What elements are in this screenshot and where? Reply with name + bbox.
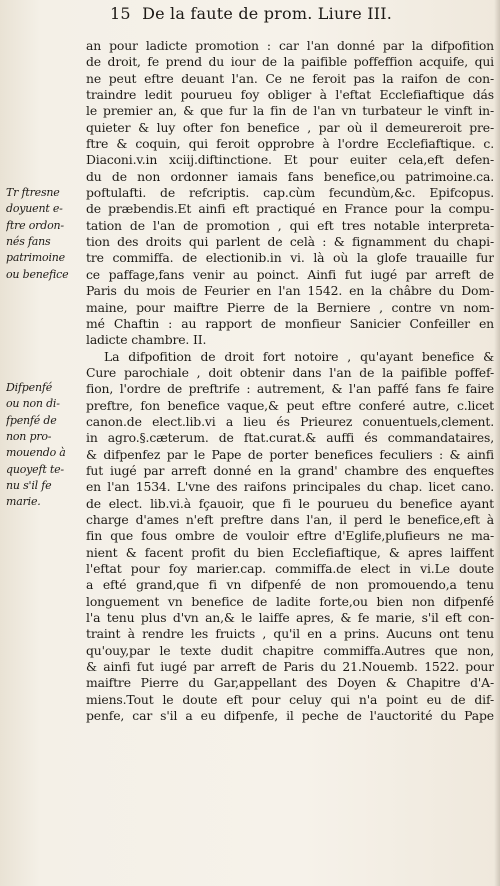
- text-line: Cure parochiale , doit obtenir dans l'an de la paifible poffef-: [86, 364, 494, 380]
- margin-note-line: marie.: [6, 495, 41, 509]
- running-title: De la faute de prom. Liure III.: [142, 4, 393, 23]
- text-line: canon.de elect.lib.vi a lieu és Prieurez conuentuels,clement.: [86, 413, 494, 429]
- margin-note-line: quoyeft te-: [6, 462, 64, 476]
- text-line: poftulafti. de refcriptis. cap.cùm fecundùm,&c. Epifcopus.: [86, 185, 494, 201]
- text-line: nient & facent profit du bien Ecclefiaftique, & apres laiffent: [86, 544, 494, 560]
- margin-note-line: Tr ftresne: [6, 186, 60, 199]
- margin-note-line: non pro-: [6, 430, 52, 444]
- text-line: qu'ouy,par le texte dudit chapitre commiffa.Autres que non,: [86, 642, 494, 658]
- text-line: fion, l'ordre de preftrife : autrement, & l'an paffé fans fe faire: [86, 381, 494, 397]
- text-line: ftre & coquin, qui feroit opprobre à l'ordre Ecclefiaftique. c.: [86, 136, 494, 152]
- margin-note-line: ftre ordon-: [6, 218, 64, 232]
- text-line: & ainfi fut iugé par arreft de Paris du 21.Nouemb. 1522. pour: [86, 659, 494, 675]
- text-line: quieter & luy ofter fon benefice , par où il demeureroit pre-: [86, 119, 494, 135]
- text-line: tion des droits qui parlent de celà : & fignamment du chapi-: [86, 234, 494, 250]
- text-line: traint à rendre les fruicts , qu'il en a prins. Aucuns ont tenu: [86, 626, 494, 642]
- text-line: de præbendis.Et ainfi eft practiqué en France pour la compu-: [86, 201, 494, 217]
- text-line: ladicte chambre. II.: [86, 332, 207, 348]
- text-line: penfe, car s'il a eu difpenfe, il peche de l'auctorité du Pape: [86, 708, 494, 724]
- text-line: in agro.§.cæterum. de ftat.curat.& auffi és commandataires,: [86, 430, 494, 446]
- running-head: [110, 4, 490, 26]
- main-text-block: [86, 38, 494, 724]
- text-line: du de non ordonner iamais fans benefice,ou patrimoine.ca.: [86, 168, 494, 184]
- text-line: ne peut eftre deuant l'an. Ce ne feroit pas la raifon de con-: [86, 70, 494, 86]
- margin-note-line: nu s'il fe: [6, 479, 52, 493]
- margin-note-line: mouendo à: [6, 446, 66, 460]
- text-line: a efté grand,que fi vn difpenfé de non promouendo,a tenu: [86, 577, 494, 593]
- text-line: tre commiffa. de electionib.in vi. là où la glofe trauaille fur: [86, 250, 494, 266]
- text-line: maine, pour maiftre Pierre de la Berniere , contre vn nom-: [86, 299, 494, 315]
- text-line: Paris du mois de Feurier en l'an 1542. en la châbre du Dom-: [86, 283, 494, 299]
- margin-note-line: nés fans: [6, 235, 51, 249]
- margin-note-line: fpenfé de: [6, 413, 57, 427]
- text-line: fin que fous ombre de vouloir eftre d'Eglife,plufieurs ne ma-: [86, 528, 494, 544]
- margin-note-line: doyuent e-: [6, 202, 63, 216]
- text-line: ce paffage,fans venir au poinct. Ainfi fut iugé par arreft de: [86, 266, 494, 282]
- text-line: de elect. lib.vi.à fçauoir, que fi le pourueu du benefice ayant: [86, 495, 494, 511]
- margin-note-line: Difpenfé: [6, 381, 53, 394]
- text-line: an pour ladicte promotion : car l'an donné par la difpofition: [86, 38, 494, 53]
- text-line: longuement vn benefice de ladite forte,ou bien non difpenfé: [86, 593, 494, 609]
- text-line: maiftre Pierre du Gar,appellant des Doyen & Chapitre d'A-: [86, 675, 494, 691]
- text-line: l'eftat pour foy marier.cap. commiffa.de elect in vi.Le doute: [86, 561, 494, 576]
- text-line: charge d'ames n'eft preftre dans l'an, il perd le benefice,eft à: [86, 511, 494, 527]
- margin-note-line: ou non di-: [6, 397, 60, 411]
- margin-note-2: [6, 380, 86, 511]
- text-line: l'a tenu plus d'vn an,& le laiffe apres, & fe marie, s'il eft con-: [86, 610, 494, 626]
- text-line: fut iugé par arreft donné en la grand' chambre des enqueftes: [86, 462, 494, 478]
- text-line: preftre, fon benefice vaque,& peut eftre conferé autre, c.licet: [86, 397, 494, 413]
- margin-note-line: ou benefice: [6, 267, 69, 281]
- page-number: 15: [110, 4, 131, 23]
- text-line: en l'an 1534. L'vne des raifons principales du chap. licet cano.: [86, 479, 494, 495]
- text-line: mé Chaftin : au rapport de monfieur Sanicier Confeiller en: [86, 315, 494, 331]
- margin-note-line: patrimoine: [6, 251, 65, 265]
- text-line: & difpenfez par le Pape de porter benefices feculiers : & ainfi: [86, 446, 494, 462]
- text-line: Diaconi.v.in xciij.diftinctione. Et pour euiter cela,eft defen-: [86, 152, 494, 168]
- margin-note-1: [6, 185, 86, 283]
- text-line: La difpofition de droit fort notoire , qu'ayant benefice &: [104, 348, 494, 364]
- text-line: le premier an, & que fur la fin de l'an vn turbateur le vinft in-: [86, 103, 494, 119]
- text-line: de droit, fe prend du iour de la paifible poffeffion acquife, qui: [86, 54, 494, 70]
- text-line: miens.Tout le doute eft pour celuy qui n'a point eu de dif-: [86, 691, 494, 707]
- text-line: tation de l'an de promotion , qui eft tres notable interpreta-: [86, 217, 494, 233]
- text-line: traindre ledit pourueu foy obliger à l'eftat Ecclefiaftique dás: [86, 87, 494, 103]
